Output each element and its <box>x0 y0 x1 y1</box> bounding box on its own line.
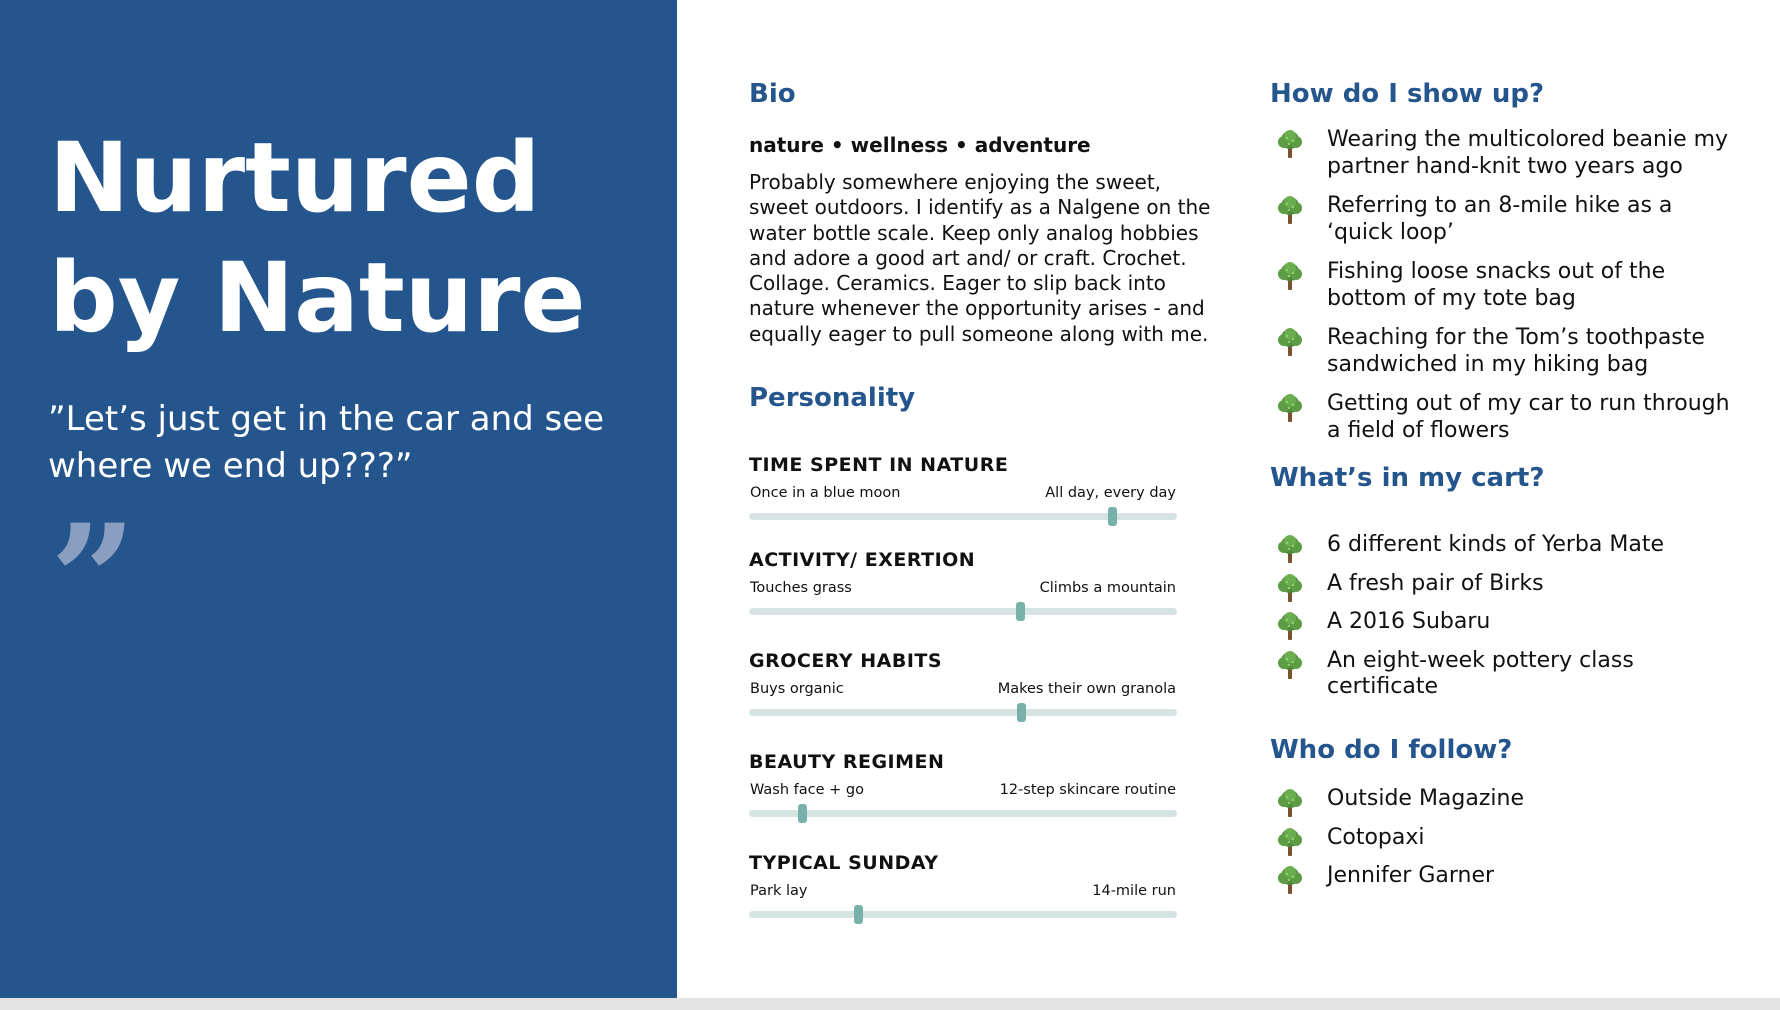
list-item <box>1274 127 1744 180</box>
trait-high-label: Makes their own granola <box>997 681 1176 697</box>
list-item <box>1274 391 1744 444</box>
list-item <box>1274 193 1744 246</box>
tree-icon <box>1277 195 1303 225</box>
trait-sunday <box>749 851 1179 921</box>
tree-icon <box>1277 827 1303 857</box>
slider-thumb <box>1108 507 1117 526</box>
tree-icon <box>1277 327 1303 357</box>
list-item-text: Getting out of my car to run through a field of flowers <box>1327 391 1730 443</box>
tree-icon <box>1277 650 1303 680</box>
list-item-text: Cotopaxi <box>1327 824 1425 850</box>
slider-thumb <box>798 804 807 823</box>
quote-mark-icon: ” <box>50 492 137 668</box>
personality-heading: Personality <box>749 383 916 413</box>
persona-quote: ”Let’s just get in the car and see where we end up???” <box>48 399 605 486</box>
list-item-text: Outside Magazine <box>1327 786 1525 811</box>
trait-beauty <box>749 750 1179 820</box>
list-item-text: 6 different kinds of Yerba Mate <box>1327 532 1664 557</box>
persona-title <box>49 118 649 358</box>
list-item-text: A 2016 Subaru <box>1327 609 1491 634</box>
trait-high-label: 12-step skincare routine <box>999 782 1176 798</box>
trait-name: BEAUTY REGIMEN <box>749 751 945 773</box>
list-item <box>1274 532 1744 559</box>
list-item <box>1274 863 1744 890</box>
list-item-text: Jennifer Garner <box>1327 863 1495 888</box>
list-item <box>1274 325 1744 378</box>
tree-icon <box>1277 534 1303 564</box>
trait-name: TYPICAL SUNDAY <box>749 852 939 874</box>
trait-time-in-nature <box>749 453 1179 523</box>
trait-name: GROCERY HABITS <box>749 650 943 672</box>
trait-grocery <box>749 649 1179 719</box>
tree-icon <box>1277 261 1303 291</box>
trait-low-label: Touches grass <box>750 580 852 596</box>
trait-low-label: Wash face + go <box>750 782 864 798</box>
slider-thumb <box>854 905 863 924</box>
follow-heading: Who do I follow? <box>1270 735 1513 765</box>
cart-list <box>1274 532 1744 701</box>
list-item <box>1274 571 1744 598</box>
trait-high-label: Climbs a mountain <box>1039 580 1176 596</box>
trait-slider <box>749 709 1177 716</box>
tree-icon <box>1277 865 1303 895</box>
list-item <box>1274 786 1744 813</box>
show-up-list <box>1274 127 1744 444</box>
tree-icon <box>1277 129 1303 159</box>
trait-slider <box>749 608 1177 615</box>
tree-icon <box>1277 393 1303 423</box>
list-item <box>1274 825 1744 852</box>
trait-slider <box>749 911 1177 918</box>
list-item <box>1274 609 1744 636</box>
list-item-text: Reaching for the Tom’s toothpaste sandwiched in my hiking bag <box>1327 325 1705 377</box>
list-item-text: An eight-week pottery class certificate <box>1327 647 1634 699</box>
trait-high-label: 14-mile run <box>1092 883 1176 899</box>
tree-icon <box>1277 573 1303 603</box>
title-line-1: Nurtured <box>49 122 541 234</box>
trait-slider <box>749 810 1177 817</box>
left-panel <box>0 0 677 998</box>
follow-list <box>1274 786 1744 890</box>
cart-heading: What’s in my cart? <box>1270 463 1545 493</box>
slider-thumb <box>1016 602 1025 621</box>
list-item-text: Wearing the multicolored beanie my partner hand-knit two years ago <box>1327 127 1729 179</box>
trait-slider <box>749 513 1177 520</box>
tree-icon <box>1277 611 1303 641</box>
trait-low-label: Once in a blue moon <box>750 485 901 501</box>
list-item-text: A fresh pair of Birks <box>1327 570 1544 596</box>
bio-text: Probably somewhere enjoying the sweet, sweet outdoors. I identify as a Nalgene on the water bottle scale. Keep only analog hobbies and adore a good art and/ or craft. Crochet. Collage. Ceramics. Eager to slip back into nature whenever the opportunity arises - and equally eager to pull someone along with me. <box>749 170 1211 346</box>
trait-activity <box>749 548 1179 618</box>
title-line-2: by Nature <box>49 242 586 354</box>
trait-name: TIME SPENT IN NATURE <box>749 454 1009 476</box>
list-item <box>1274 648 1744 701</box>
show-up-heading: How do I show up? <box>1270 79 1545 109</box>
bio-tags: nature • wellness • adventure <box>749 133 1091 157</box>
trait-high-label: All day, every day <box>1045 485 1176 501</box>
slider-thumb <box>1017 703 1026 722</box>
list-item-text: Fishing loose snacks out of the bottom of my tote bag <box>1327 259 1666 311</box>
trait-low-label: Park lay <box>750 883 808 899</box>
trait-low-label: Buys organic <box>750 681 844 697</box>
bottom-scrollbar <box>0 998 1780 1010</box>
list-item-text: Referring to an 8-mile hike as a ‘quick loop’ <box>1327 193 1673 245</box>
tree-icon <box>1277 788 1303 818</box>
list-item <box>1274 259 1744 312</box>
bio-heading: Bio <box>749 79 796 109</box>
trait-name: ACTIVITY/ EXERTION <box>749 549 976 571</box>
